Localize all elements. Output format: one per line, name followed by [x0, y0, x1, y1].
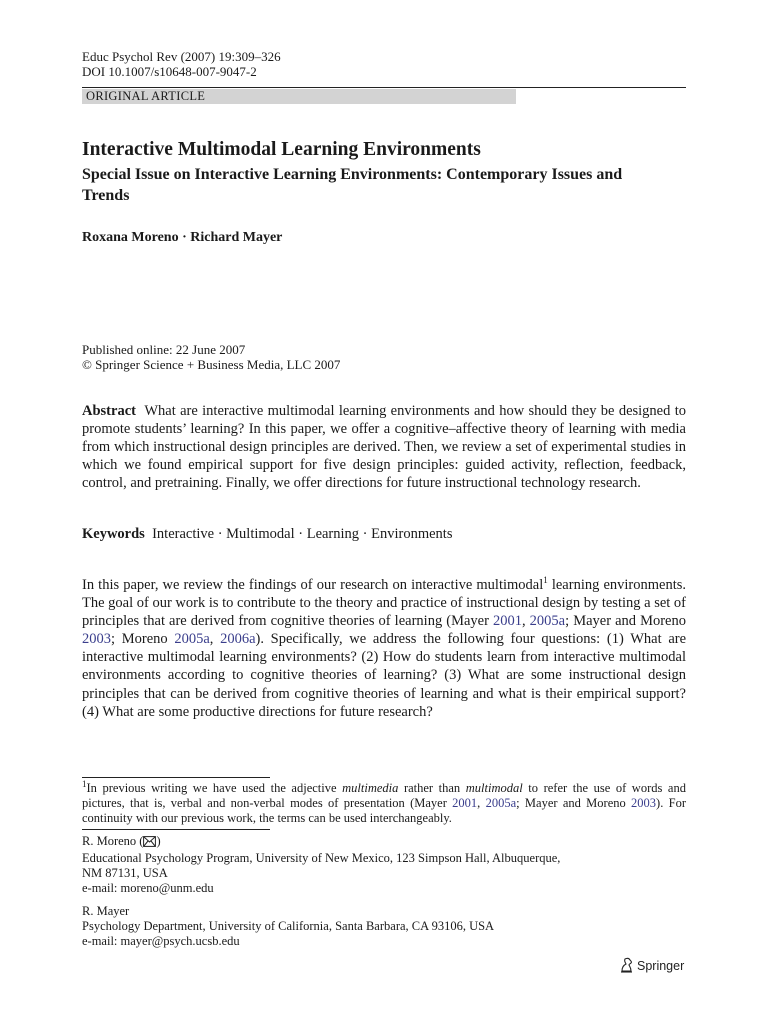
keywords: [82, 525, 686, 543]
paper-subtitle: Special Issue on Interactive Learning Environments: Contemporary Issues and Trends: [82, 166, 623, 204]
affiliation-moreno: [82, 834, 686, 896]
intro-text: ,: [209, 631, 221, 648]
abstract-label: Abstract: [82, 403, 136, 419]
paper-title: Interactive Multimodal Learning Environments: [82, 139, 481, 160]
citation-link[interactable]: 2005a: [174, 631, 210, 648]
intro-text: ; Moreno: [111, 631, 175, 648]
citation-link[interactable]: 2003: [631, 796, 657, 810]
journal-reference: Educ Psychol Rev (2007) 19:309–326: [82, 49, 281, 64]
author-email[interactable]: e-mail: moreno@unm.edu: [82, 881, 214, 895]
intro-text: ,: [521, 613, 530, 630]
intro-text: ; Mayer and Moreno: [565, 613, 686, 630]
springer-horse-icon: [619, 956, 634, 976]
footnote-text: In previous writing we have used the adjective: [86, 781, 343, 795]
intro-text: ). Specifically, we address the following four questions: (1) What are interactive multimodal learning environments? (2) How do students learn from interactive multimodal environments according to cognitive theories of learning? (3) What are some instructional design principles that can be derived from cognitive theories of learning and what is their empirical support? (4) What are some productive directions for future research?: [82, 631, 687, 720]
authors: Roxana Moreno · Richard Mayer: [82, 230, 283, 245]
footnote-rule: [82, 777, 270, 778]
envelope-icon[interactable]: [143, 836, 156, 851]
citation-link[interactable]: 2001: [452, 796, 478, 810]
affiliation-mayer: [82, 904, 686, 949]
footnote-text: to refer the use of words and pictures, that is, verbal and non-verbal modes of presentation (Mayer: [82, 781, 686, 810]
footnote-number: 1: [82, 778, 87, 789]
citation-link[interactable]: 2006a: [220, 631, 256, 648]
footnote-text: ). For continuity with our previous work, the terms can be used interchangeably.: [82, 796, 686, 825]
doi[interactable]: DOI 10.1007/s10648-007-9047-2: [82, 64, 257, 79]
intro-text: In this paper, we review the findings of our research on interactive multimodal: [82, 577, 544, 593]
intro-text: learning environments. The goal of our work is to contribute to the theory and practice of instructional design by testing a set of principles that are derived from cognitive theories of learning (Mayer: [82, 577, 687, 630]
author-name: R. Mayer: [82, 904, 130, 918]
springer-wordmark: Springer: [637, 959, 685, 973]
footnote-emphasis: multimedia: [342, 781, 399, 795]
footnote-emphasis: multimodal: [465, 781, 523, 795]
citation-link[interactable]: 2005a: [485, 796, 517, 810]
author-email[interactable]: e-mail: mayer@psych.ucsb.edu: [82, 934, 240, 948]
citation-link[interactable]: 2001: [492, 613, 522, 630]
intro-paragraph: [82, 576, 686, 721]
author-department: Educational Psychology Program, University of New Mexico, 123 Simpson Hall, Albuquerque,: [82, 851, 561, 865]
published-date: Published online: 22 June 2007: [82, 342, 246, 357]
footnote-text: ,: [477, 796, 486, 810]
author-city: NM 87131, USA: [82, 866, 168, 880]
keywords-text: Interactive · Multimodal · Learning · Environments: [152, 526, 453, 542]
footnote-marker[interactable]: 1: [543, 575, 548, 586]
abstract-text: What are interactive multimodal learning environments and how should they be designed to promote students’ learning? In this paper, we offer a cognitive–affective theory of learning with media from which instructional design principles are derived. Then, we review a set of experimental studies in which we found empirical support for five design principles: guided activity, reflection, feedback, control, and pretraining. Finally, we offer directions for future instructional technology research.: [82, 403, 686, 492]
copyright: © Springer Science + Business Media, LLC 2007: [82, 356, 341, 372]
footnote-text: rather than: [398, 781, 466, 795]
footnote-text: ; Mayer and Moreno: [516, 796, 632, 810]
citation-link[interactable]: 2003: [82, 631, 111, 648]
publication-info: [82, 343, 340, 372]
abstract: [82, 402, 686, 492]
header-rule: [82, 87, 686, 88]
author-department: Psychology Department, University of California, Santa Barbara, CA 93106, USA: [82, 919, 495, 933]
citation-link[interactable]: 2005a: [529, 613, 566, 630]
article-type-label: ORIGINAL ARTICLE: [86, 89, 206, 103]
footnote: [82, 778, 686, 826]
keywords-label: Keywords: [82, 526, 145, 542]
springer-logo: [619, 956, 684, 976]
affiliation-rule: [82, 829, 270, 830]
author-name: R. Moreno ( ): [82, 834, 686, 851]
